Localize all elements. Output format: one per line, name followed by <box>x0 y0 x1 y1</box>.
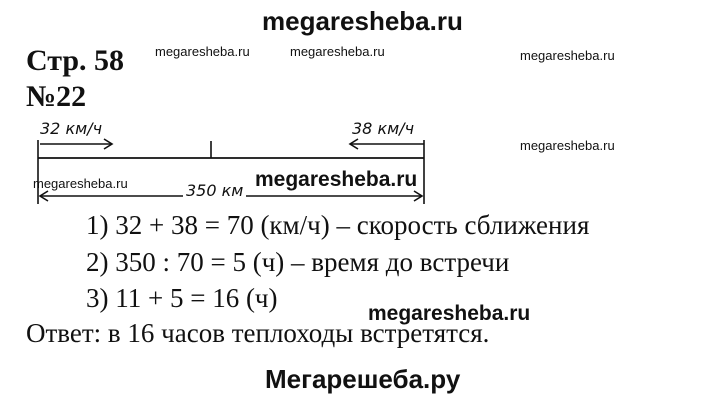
speed-right-label: 38 км/ч <box>352 119 415 138</box>
watermark-small: megaresheba.ru <box>520 138 615 153</box>
watermark-small: megaresheba.ru <box>155 44 250 59</box>
watermark-small: megaresheba.ru <box>290 44 385 59</box>
answer: Ответ: в 16 часов теплоходы встретятся. <box>26 318 490 348</box>
arrow-right-icon <box>40 139 112 149</box>
watermark-small: megaresheba.ru <box>520 48 615 63</box>
arrow-left-icon <box>350 139 424 149</box>
solution-step: 2) 350 : 70 = 5 (ч) – время до встречи <box>86 247 510 277</box>
solution-step: 3) 11 + 5 = 16 (ч) <box>86 283 278 313</box>
distance-label: 350 км <box>183 181 246 200</box>
exercise-number: №22 <box>26 80 87 113</box>
watermark-top: megaresheba.ru <box>262 6 463 36</box>
watermark-middle: megaresheba.ru <box>368 302 531 325</box>
speed-left-label: 32 км/ч <box>40 119 103 138</box>
page-number: Стр. 58 <box>26 44 125 77</box>
solution-step: 1) 32 + 38 = 70 (км/ч) – скорость сближения <box>86 210 590 240</box>
watermark-middle: megaresheba.ru <box>255 168 418 191</box>
watermark-small: megaresheba.ru <box>33 176 128 191</box>
watermark-bottom: Мегарешеба.ру <box>265 364 461 394</box>
